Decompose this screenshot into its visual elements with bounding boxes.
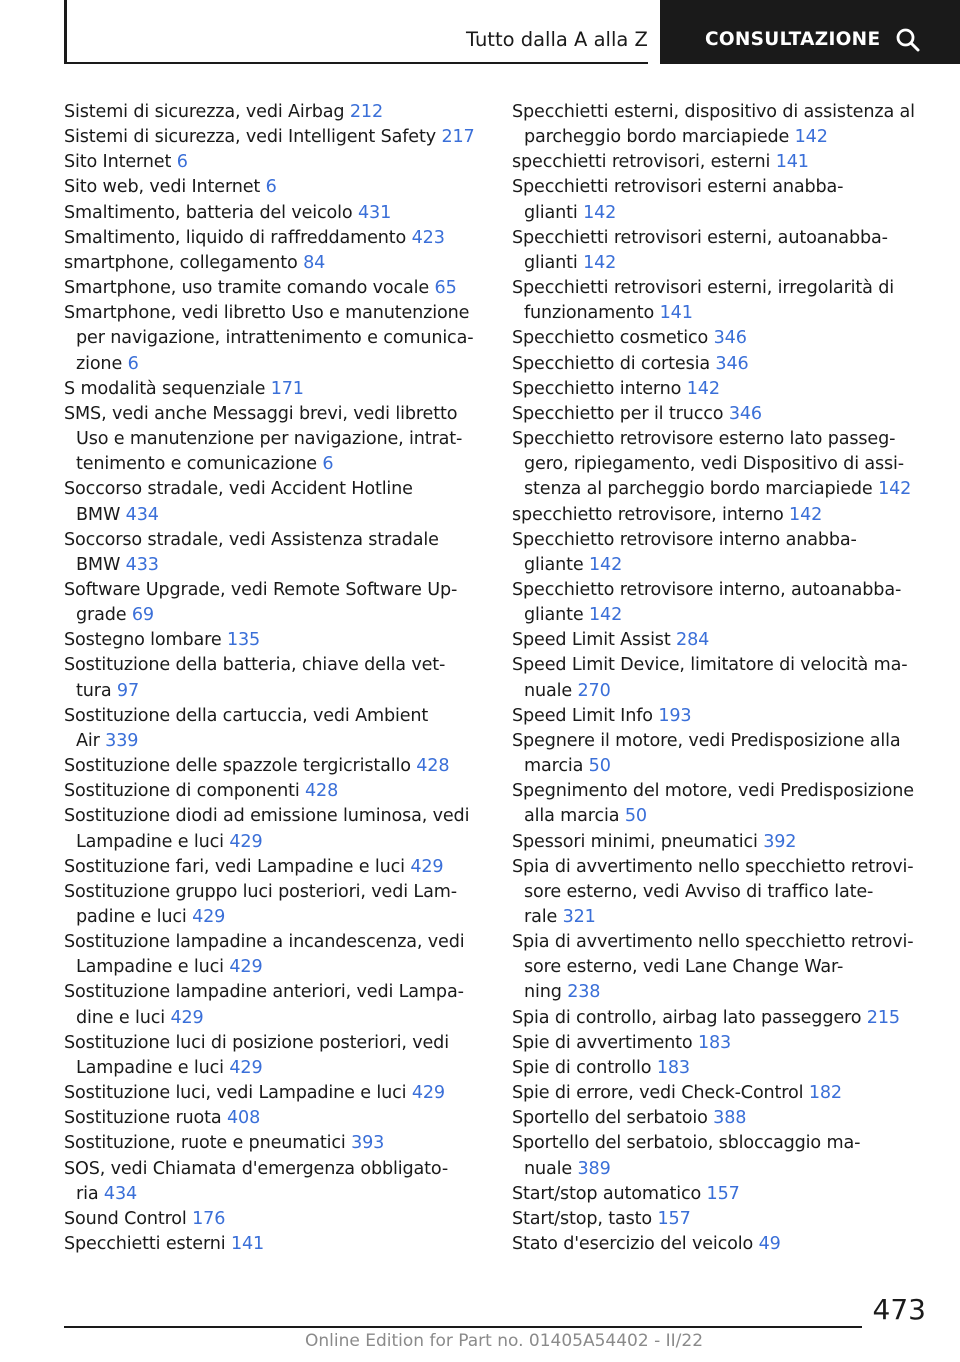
page-reference-link[interactable]: 408: [226, 1108, 261, 1129]
index-entry: [512, 1056, 932, 1081]
entry-text: Smartphone, uso tramite comando vocale: [64, 278, 430, 299]
page-reference-link[interactable]: 142: [583, 202, 617, 223]
page-reference-link[interactable]: 392: [763, 831, 797, 852]
index-entry: [64, 704, 484, 754]
entry-text: Spegnimento del motore, vedi Predisposizione: [512, 781, 914, 802]
page-reference-link[interactable]: 50: [588, 756, 611, 777]
entry-text: gliante: [524, 554, 584, 575]
entry-text: Specchietti retrovisori esterni, autoanabba-: [512, 227, 888, 248]
entry-text: Specchietto retrovisore esterno lato passeg-: [512, 429, 896, 450]
entry-text: Speed Limit Device, limitatore di velocità ma-: [512, 655, 908, 676]
entry-text: Sito web, vedi Internet: [64, 177, 261, 198]
entry-text: tura: [76, 680, 112, 701]
chapter-title: CONSULTAZIONE: [705, 29, 881, 50]
entry-text: Sostituzione della batteria, chiave della vet-: [64, 655, 446, 676]
index-entry: [512, 779, 932, 829]
page-reference-link[interactable]: 157: [657, 1208, 691, 1229]
page-reference-link[interactable]: 183: [697, 1032, 732, 1053]
page-reference-link[interactable]: 142: [878, 479, 912, 500]
page-reference-link[interactable]: 429: [229, 831, 263, 852]
page-reference-link[interactable]: 6: [322, 454, 334, 475]
page-reference-link[interactable]: 142: [794, 127, 828, 148]
index-entry: [512, 1232, 932, 1257]
page-reference-link[interactable]: 434: [103, 1183, 138, 1204]
entry-text: Specchietto interno: [512, 378, 682, 399]
index-entry: [64, 804, 484, 854]
index-entry: [64, 855, 484, 880]
entry-text: sore esterno, vedi Avviso di traffico late-: [524, 881, 874, 902]
index-column-left: [64, 100, 484, 1257]
page-reference-link[interactable]: 135: [226, 630, 261, 651]
page-reference-link[interactable]: 433: [125, 554, 159, 575]
index-entry: [64, 125, 484, 150]
entry-text: sore esterno, vedi Lane Change War-: [524, 957, 844, 978]
page-reference-link[interactable]: 434: [125, 504, 159, 525]
entry-text: Lampadine e luci: [76, 831, 224, 852]
entry-text: Sostituzione luci, vedi Lampadine e luci: [64, 1083, 407, 1104]
entry-text: grade: [76, 605, 127, 626]
page-reference-link[interactable]: 212: [349, 102, 384, 122]
page-reference-link[interactable]: 429: [229, 1057, 263, 1078]
page-reference-link[interactable]: 215: [866, 1007, 900, 1028]
page-reference-link[interactable]: 238: [567, 982, 601, 1003]
entry-text: zione: [76, 353, 123, 374]
page-reference-link[interactable]: 171: [270, 378, 304, 399]
entry-text: Sostegno lombare: [64, 630, 222, 651]
entry-text: padine e luci: [76, 907, 187, 927]
index-entry: [64, 276, 484, 301]
entry-text: Sostituzione delle spazzole tergicristallo: [64, 756, 411, 777]
page-reference-link[interactable]: 339: [105, 730, 139, 751]
page-reference-link[interactable]: 142: [789, 504, 823, 525]
index-entry: [512, 578, 932, 628]
index-entry: [64, 779, 484, 804]
entry-text: SMS, vedi anche Messaggi brevi, vedi libretto: [64, 403, 458, 424]
index-entry: [64, 201, 484, 226]
entry-text: Specchietti esterni: [64, 1234, 226, 1255]
index-entry: [512, 326, 932, 351]
entry-text: Lampadine e luci: [76, 957, 224, 978]
entry-text: Start/stop, tasto: [512, 1208, 653, 1229]
page-reference-link[interactable]: 65: [434, 278, 457, 299]
index-entry: [512, 1106, 932, 1131]
index-entry: [512, 855, 932, 930]
index-entry: [512, 1006, 932, 1031]
entry-text: rale: [524, 907, 558, 927]
chapter-tab[interactable]: [660, 0, 960, 64]
index-entry: [64, 930, 484, 980]
index-entry: [64, 1232, 484, 1257]
entry-text: marcia: [524, 756, 584, 777]
index-entry: [64, 251, 484, 276]
entry-text: Sostituzione lampadine anteriori, vedi Lampa-: [64, 982, 464, 1003]
page-reference-link[interactable]: 6: [265, 177, 277, 198]
entry-text: smartphone, collegamento: [64, 252, 298, 273]
entry-text: Software Upgrade, vedi Remote Software Up-: [64, 579, 458, 600]
entry-text: Sound Control: [64, 1208, 187, 1229]
index-entry: [512, 830, 932, 855]
entry-text: Sistemi di sicurezza, vedi Intelligent Safety: [64, 127, 436, 148]
index-entry: [64, 653, 484, 703]
page-reference-link[interactable]: 193: [658, 705, 692, 726]
entry-text: Speed Limit Info: [512, 705, 653, 726]
index-entry: [512, 1031, 932, 1056]
index-entry: [64, 880, 484, 930]
entry-text: gliante: [524, 605, 584, 626]
page-reference-link[interactable]: 429: [410, 856, 444, 877]
entry-text: Spia di controllo, airbag lato passeggero: [512, 1007, 862, 1028]
index-entry: [512, 1207, 932, 1232]
header-rule-horizontal: [64, 62, 648, 64]
entry-text: nuale: [524, 1158, 573, 1179]
index-entry: [512, 1182, 932, 1207]
page-reference-link[interactable]: 321: [562, 907, 596, 927]
entry-text: SOS, vedi Chiamata d'emergenza obbligato-: [64, 1158, 449, 1179]
index-entry: [512, 150, 932, 175]
entry-text: Specchietto cosmetico: [512, 328, 709, 349]
page-reference-link[interactable]: 6: [176, 152, 188, 173]
page-reference-link[interactable]: 389: [577, 1158, 611, 1179]
entry-text: BMW: [76, 554, 121, 575]
entry-text: Lampadine e luci: [76, 1057, 224, 1078]
index-entry: [64, 402, 484, 477]
entry-text: specchietti retrovisori, esterni: [512, 152, 771, 173]
entry-text: Sostituzione fari, vedi Lampadine e luci: [64, 856, 405, 877]
page-reference-link[interactable]: 141: [230, 1234, 265, 1255]
entry-text: Spia di avvertimento nello specchietto retrovi-: [512, 856, 914, 877]
entry-text: Spia di avvertimento nello specchietto retrovi-: [512, 932, 914, 953]
entry-text: Sostituzione lampadine a incandescenza, vedi: [64, 932, 465, 953]
page-reference-link[interactable]: 270: [577, 680, 611, 701]
entry-text: S modalità sequenziale: [64, 378, 266, 399]
entry-text: gero, ripiegamento, vedi Dispositivo di assi-: [524, 454, 904, 475]
entry-text: Sostituzione di componenti: [64, 781, 300, 802]
entry-text: Specchietti retrovisori esterni, irregolarità di: [512, 278, 894, 299]
page-reference-link[interactable]: 431: [357, 202, 392, 223]
page-reference-link[interactable]: 284: [676, 630, 710, 651]
index-entry: [64, 100, 484, 125]
entry-text: Smaltimento, liquido di raffreddamento: [64, 227, 407, 248]
entry-text: dine e luci: [76, 1007, 165, 1028]
entry-text: Spegnere il motore, vedi Predisposizione alla: [512, 730, 901, 751]
index-entry: [64, 175, 484, 200]
entry-text: ria: [76, 1183, 99, 1204]
page-reference-link[interactable]: 141: [775, 152, 809, 173]
page-reference-link[interactable]: 183: [656, 1057, 690, 1078]
index-entry: [512, 628, 932, 653]
entry-text: Spie di controllo: [512, 1057, 652, 1078]
entry-text: Specchietto per il trucco: [512, 403, 724, 424]
index-entry: [64, 1031, 484, 1081]
entry-text: Stato d'esercizio del veicolo: [512, 1234, 754, 1255]
entry-text: Spessori minimi, pneumatici: [512, 831, 758, 852]
index-entry: [512, 352, 932, 377]
index-entry: [512, 704, 932, 729]
index-entry: [64, 1131, 484, 1156]
page-reference-link[interactable]: 393: [351, 1133, 385, 1154]
index-entry: [512, 100, 932, 150]
index-entry: [512, 226, 932, 276]
index-entry: [64, 528, 484, 578]
page-reference-link[interactable]: 388: [713, 1108, 747, 1129]
entry-text: glianti: [524, 252, 578, 273]
index-entry: [64, 1081, 484, 1106]
index-entry: [512, 427, 932, 502]
entry-text: Sostituzione, ruote e pneumatici: [64, 1133, 346, 1154]
index-entry: [64, 980, 484, 1030]
entry-text: Uso e manutenzione per navigazione, intrat-: [76, 429, 463, 450]
entry-text: Spie di avvertimento: [512, 1032, 693, 1053]
page-reference-link[interactable]: 346: [715, 353, 749, 374]
page-reference-link[interactable]: 142: [589, 605, 623, 626]
index-entry: [64, 477, 484, 527]
index-column-right: [512, 100, 932, 1257]
page-reference-link[interactable]: 142: [589, 554, 623, 575]
entry-text: parcheggio bordo marciapiede: [524, 127, 790, 148]
page-reference-link[interactable]: 428: [416, 756, 450, 777]
index-entry: [512, 653, 932, 703]
header-rule-vertical: [64, 0, 67, 64]
index-entry: [64, 150, 484, 175]
index-entry: [64, 628, 484, 653]
page-reference-link[interactable]: 142: [583, 252, 617, 273]
page-reference-link[interactable]: 141: [659, 303, 693, 324]
entry-text: funzionamento: [524, 303, 655, 324]
entry-text: Soccorso stradale, vedi Assistenza stradale: [64, 529, 439, 550]
index-entry: [64, 1157, 484, 1207]
index-entry: [512, 729, 932, 779]
index-entry: [512, 503, 932, 528]
page-reference-link[interactable]: 429: [192, 907, 226, 927]
entry-text: Sito Internet: [64, 152, 172, 173]
entry-text: per navigazione, intrattenimento e comunica-: [76, 328, 474, 349]
entry-text: Sostituzione luci di posizione posteriori, vedi: [64, 1032, 449, 1053]
entry-text: glianti: [524, 202, 578, 223]
entry-text: Soccorso stradale, vedi Accident Hotline: [64, 479, 413, 500]
entry-text: Specchietti retrovisori esterni anabba-: [512, 177, 844, 198]
page-reference-link[interactable]: 429: [411, 1083, 445, 1104]
page-reference-link[interactable]: 429: [229, 957, 263, 978]
entry-text: Sostituzione ruota: [64, 1108, 222, 1129]
index-entry: [512, 175, 932, 225]
entry-text: Sostituzione gruppo luci posteriori, vedi Lam-: [64, 881, 457, 902]
page-reference-link[interactable]: 429: [170, 1007, 204, 1028]
entry-text: Sostituzione della cartuccia, vedi Ambient: [64, 705, 429, 726]
index-entry: [512, 377, 932, 402]
edition-note: Online Edition for Part no. 01405A54402 - II/22: [305, 1331, 704, 1351]
entry-text: Smartphone, vedi libretto Uso e manutenzione: [64, 303, 470, 324]
page-reference-link[interactable]: 142: [686, 378, 720, 399]
entry-text: Specchietti esterni, dispositivo di assistenza al: [512, 102, 915, 122]
page-reference-link[interactable]: 423: [411, 227, 445, 248]
page-reference-link[interactable]: 176: [192, 1208, 226, 1229]
entry-text: ning: [524, 982, 562, 1003]
index-entry: [64, 754, 484, 779]
entry-text: alla marcia: [524, 806, 620, 827]
index-entry: [512, 1131, 932, 1181]
entry-text: Air: [76, 730, 100, 751]
search-icon[interactable]: [894, 26, 922, 54]
entry-text: Spie di errore, vedi Check-Control: [512, 1083, 804, 1104]
entry-text: Specchietto retrovisore interno, autoanabba-: [512, 579, 902, 600]
page-reference-link[interactable]: 84: [303, 252, 326, 273]
entry-text: Sportello del serbatoio: [512, 1108, 708, 1129]
index-entry: [64, 1207, 484, 1232]
entry-text: Sostituzione diodi ad emissione luminosa, vedi: [64, 806, 470, 827]
index-entry: [64, 226, 484, 251]
entry-text: Specchietto di cortesia: [512, 353, 710, 374]
index-entry: [64, 377, 484, 402]
index-entry: [512, 276, 932, 326]
index-entry: [512, 402, 932, 427]
index-entry: [512, 930, 932, 1005]
index-entry: [64, 578, 484, 628]
entry-text: tenimento e comunicazione: [76, 454, 317, 475]
page-reference-link[interactable]: 50: [624, 806, 647, 827]
page-reference-link[interactable]: 49: [758, 1234, 781, 1255]
entry-text: BMW: [76, 504, 121, 525]
page-reference-link[interactable]: 428: [305, 781, 339, 802]
page-reference-link[interactable]: 346: [713, 328, 747, 349]
entry-text: stenza al parcheggio bordo marciapiede: [524, 479, 873, 500]
page-reference-link[interactable]: 69: [131, 605, 154, 626]
entry-text: Sportello del serbatoio, sbloccaggio ma-: [512, 1133, 861, 1154]
page-reference-link[interactable]: 182: [808, 1083, 842, 1104]
entry-text: Smaltimento, batteria del veicolo: [64, 202, 353, 223]
entry-text: nuale: [524, 680, 573, 701]
entry-text: Specchietto retrovisore interno anabba-: [512, 529, 857, 550]
index-entry: [64, 301, 484, 376]
page-reference-link[interactable]: 346: [728, 403, 762, 424]
page-reference-link[interactable]: 217: [441, 127, 475, 148]
index-entry: [512, 1081, 932, 1106]
entry-text: Speed Limit Assist: [512, 630, 671, 651]
section-title: Tutto dalla A alla Z: [466, 28, 648, 51]
page-reference-link[interactable]: 157: [706, 1183, 740, 1204]
index-entry: [64, 1106, 484, 1131]
entry-text: Start/stop automatico: [512, 1183, 702, 1204]
entry-text: Sistemi di sicurezza, vedi Airbag: [64, 102, 345, 122]
page-reference-link[interactable]: 97: [116, 680, 140, 701]
page-reference-link[interactable]: 6: [127, 353, 139, 374]
entry-text: specchietto retrovisore, interno: [512, 504, 784, 525]
page-number: 473: [872, 1293, 926, 1326]
index-entry: [512, 528, 932, 578]
